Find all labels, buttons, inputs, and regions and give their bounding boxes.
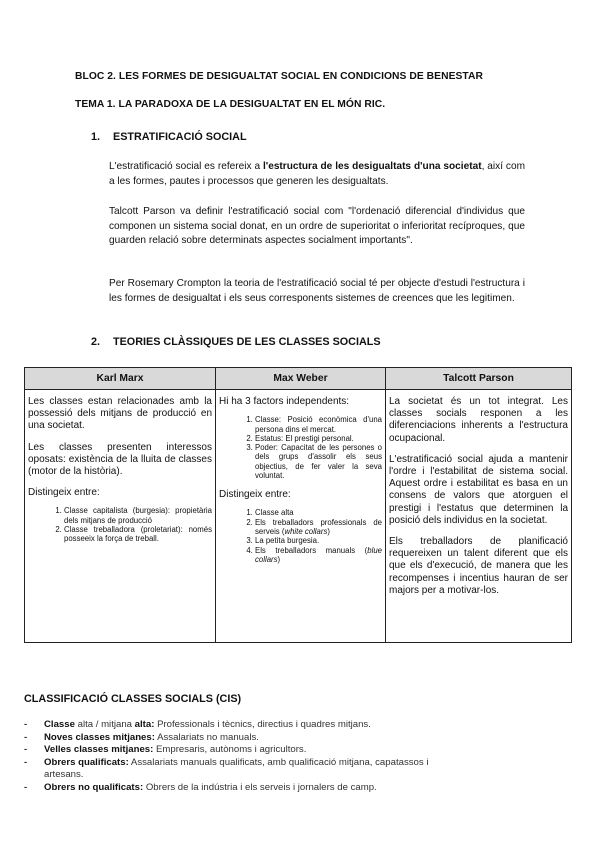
item-text: Assalariats no manuals.: [154, 731, 259, 743]
item-text: Empresaris, autònoms i agricultors.: [153, 744, 307, 756]
list-item: 3. La petita burgesia.: [255, 536, 382, 545]
item-bold: alta:: [134, 719, 155, 730]
marx-p3: Distingeix entre:: [28, 487, 100, 499]
table-header-row: [25, 368, 572, 390]
section-2-number: 2.: [91, 336, 101, 348]
section-1-paragraph-1: [109, 160, 525, 189]
item-text: Professionals i tècnics, directius i quadres mitjans.: [154, 719, 371, 730]
dash: -: [24, 744, 28, 756]
list-item: [24, 744, 454, 757]
item-text: Assalariats manuals qualificats, amb qualificació mitjana, capatassos i artesans.: [44, 756, 429, 781]
weber-item-text: Els treballadors manuals (: [255, 545, 368, 555]
weber-p1: Hi ha 3 factors independents:: [219, 396, 350, 407]
section-1-number: 1.: [91, 131, 101, 143]
weber-p2: Distingeix entre:: [219, 489, 291, 501]
list-item: 3. Poder: Capacitat de les persones o dels grups d'assolir els seus objectius, de fer valer la seva voluntat.: [255, 443, 382, 480]
parson-p2: L'estratificació social ajuda a mantenir l'ordre i l'estabilitat de sistema social. Aquest ordre i estabilitat es basa en un consens de valors que atorguen el prestigi i l'estatus que determinen la posició dels individus en la societat.: [389, 453, 568, 526]
cell-karl-marx: [25, 390, 216, 643]
list-item: 2. Estatus: El prestigi personal.: [255, 434, 382, 443]
bloc-title: BLOC 2. LES FORMES DE DESIGUALTAT SOCIAL EN CONDICIONS DE BENESTAR: [75, 71, 483, 82]
weber-factors-list: [219, 415, 382, 480]
list-item: [255, 546, 382, 565]
item-text: alta / mitjana: [74, 719, 135, 730]
section-1-title: ESTRATIFICACIÓ SOCIAL: [113, 131, 247, 143]
header-talcott-parson: Talcott Parson: [386, 368, 572, 390]
list-item: [24, 719, 454, 732]
item-bold: Classe: [44, 719, 75, 730]
paren: ): [277, 554, 281, 564]
list-item: 2. Classe treballadora (proletariat): només posseeix la força de treball.: [64, 525, 212, 544]
header-max-weber: Max Weber: [216, 368, 386, 390]
blue-collars-text: blue collars: [255, 545, 382, 564]
marx-list: [28, 506, 212, 543]
cis-list: [24, 719, 454, 795]
dash: -: [24, 756, 28, 768]
cis-heading: CLASSIFICACIÓ CLASSES SOCIALS (CIS): [24, 693, 242, 705]
list-item: 1. Classe: Posició econòmica d'una persona dins el mercat.: [255, 415, 382, 434]
theories-table: [24, 367, 572, 643]
section-1-paragraph-2: Talcott Parson va definir l'estratificació social com "l'ordenació diferencial d'individus que componen un sistema social donat, en un ordre de superioritat o inferioritat recíproques, que guarden relació sobre determinats aspectes socialment importants".: [109, 206, 525, 246]
list-item: 1. Classe capitalista (burgesia): propietària dels mitjans de producció: [64, 506, 212, 525]
item-bold: Obrers qualificats:: [44, 756, 129, 768]
list-item: [24, 732, 454, 745]
item-text: Obrers de la indústria i els serveis i jornalers de camp.: [143, 781, 377, 793]
section-2-title: TEORIES CLÀSSIQUES DE LES CLASSES SOCIALS: [113, 336, 381, 348]
p1-text: L'estratificació social es refereix a: [109, 161, 263, 172]
list-item: 1. Classe alta: [255, 508, 382, 517]
tema-title: TEMA 1. LA PARADOXA DE LA DESIGUALTAT EN EL MÓN RIC.: [75, 99, 386, 110]
marx-p1: Les classes estan relacionades amb la possessió dels mitjans de producció en una societat.: [28, 396, 212, 432]
marx-p2: Les classes presenten interessos oposats: existència de la lluita de classes (motor de la història).: [28, 441, 212, 478]
section-2-heading: [91, 336, 381, 348]
header-karl-marx: Karl Marx: [25, 368, 216, 390]
white-collars-text: white collars: [284, 527, 328, 537]
dash: -: [24, 731, 28, 743]
p1-bold-text: l'estructura de les desigualtats d'una societat: [263, 161, 482, 172]
item-bold: Obrers no qualificats:: [44, 781, 144, 793]
section-1-heading: [91, 131, 247, 143]
dash: -: [24, 781, 28, 793]
dash: -: [24, 719, 28, 730]
parson-p1: La societat és un tot integrat. Les classes socials responen a les diferenciacions inherents a l'estructura ocupacional.: [389, 396, 568, 444]
item-bold: Velles classes mitjanes:: [44, 744, 154, 756]
item-bold: Noves classes mitjanes:: [44, 731, 155, 743]
list-item: [24, 782, 454, 795]
cell-talcott-parson: [386, 390, 572, 643]
parson-p3: Els treballadors de planificació requereixen un talent diferent que els que els d'execució, de manera que les recompenses i incentius hauran de ser majors per a motivar-los.: [389, 536, 568, 596]
p1-text-end: , així com a les formes, pautes i processos que generen les desigualtats.: [109, 161, 525, 187]
list-item: [24, 757, 454, 782]
weber-classes-list: [219, 508, 382, 564]
paren: ): [327, 527, 330, 537]
section-1-paragraph-3: Per Rosemary Crompton la teoria de l'estratificació social té per objecte d'estudi l'estructura i les formes de desigualtat i els seus corresponents sistemes de creences que les legitimen.: [109, 278, 525, 304]
cell-max-weber: [216, 390, 386, 643]
list-item: [255, 518, 382, 537]
table-row: [25, 390, 572, 643]
weber-item-text: Els treballadors professionals de serveis (: [255, 517, 382, 537]
